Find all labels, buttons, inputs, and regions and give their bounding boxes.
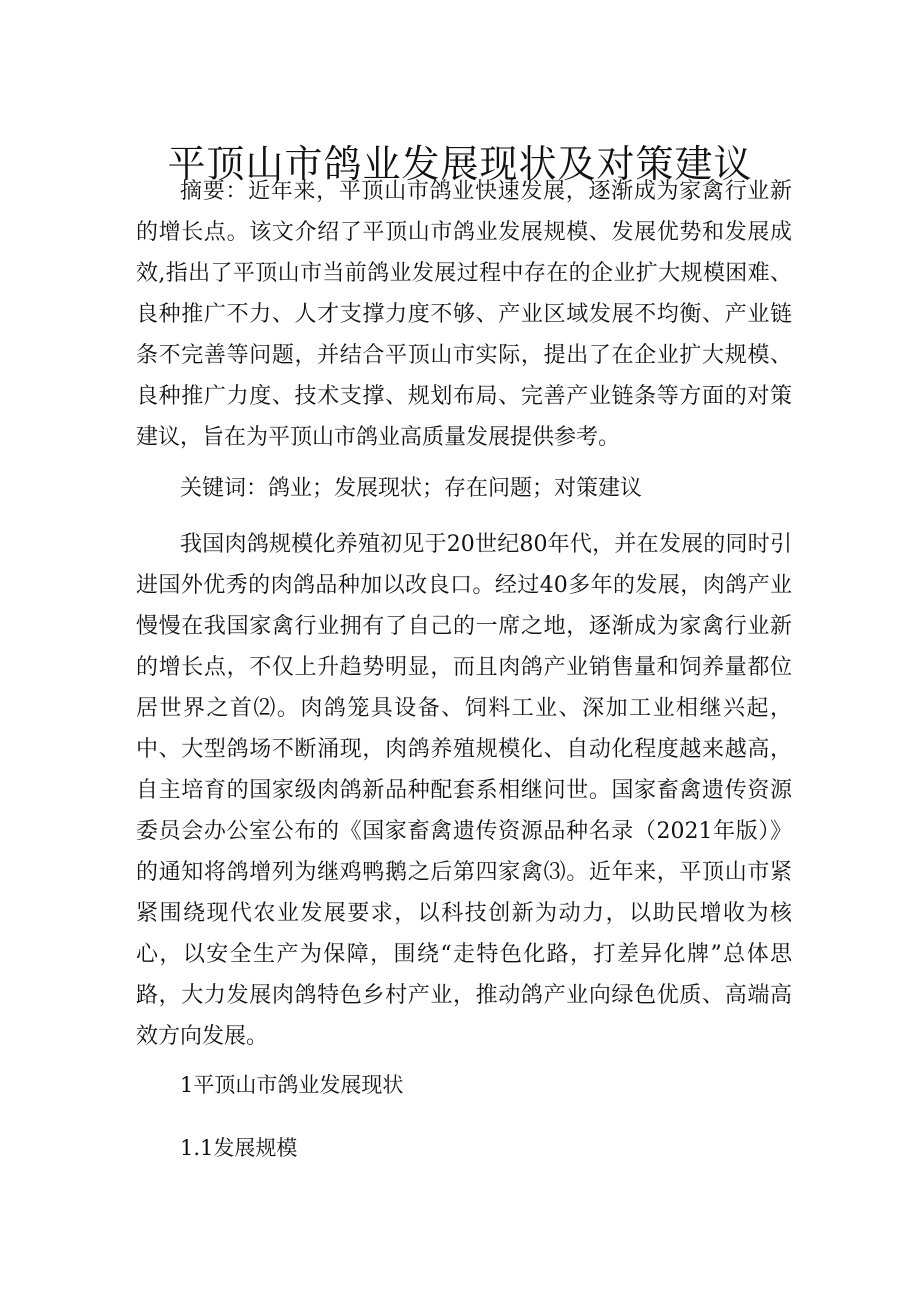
keywords-line: 关键词：鸽业；发展现状；存在问题；对策建议: [180, 476, 643, 501]
section-heading-1: 1平顶山市鸽业发展现状: [180, 1073, 404, 1097]
abstract-paragraph: 摘要：近年来，平顶山市鸽业快速发展，逐渐成为家禽行业新的增长点。该文介绍了平顶山市鸽业发展规模、发展优势和发展成效,指出了平顶山市当前鸽业发展过程中存在的企业扩大规模困难、良种推广不力、人才支撑力度不够、产业区域发展不均衡、产业链条不完善等问题，并结合平顶山市实际，提出了在企业扩大规模、良种推广力度、技术支撑、规划布局、完善产业链条等方面的对策建议，旨在为平顶山市鸽业高质量发展提供参考。: [136, 179, 792, 450]
section-heading-1-1: 1.1发展规模: [180, 1136, 298, 1160]
intro-paragraph: 我国肉鸽规模化养殖初见于20世纪80年代，并在发展的同时引进国外优秀的肉鸽品种加以改良口。经过40多年的发展，肉鸽产业慢慢在我国家禽行业拥有了自己的一席之地，逐渐成为家禽行业新的增长点，不仅上升趋势明显，而且肉鸽产业销售量和饲养量都位居世界之首⑵。肉鸽笼具设备、饲料工业、深加工业相继兴起，中、大型鸽场不断涌现，肉鸽养殖规模化、自动化程度越来越高，自主培育的国家级肉鸽新品种配套系相继问世。国家畜禽遗传资源委员会办公室公布的《国家畜禽遗传资源品种名录（2021年版）》的通知将鸽增列为继鸡鸭鹅之后第四家禽⑶。近年来，平顶山市紧紧围绕现代农业发展要求，以科技创新为动力，以助民增收为核心，以安全生产为保障，围绕“走特色化路，打差异化牌”总体思路，大力发展肉鸽特色乡村产业，推动鸽产业向绿色优质、高端高效方向发展。: [136, 532, 792, 1049]
document-title: 平顶山市鸽业发展现状及对策建议: [167, 142, 753, 187]
